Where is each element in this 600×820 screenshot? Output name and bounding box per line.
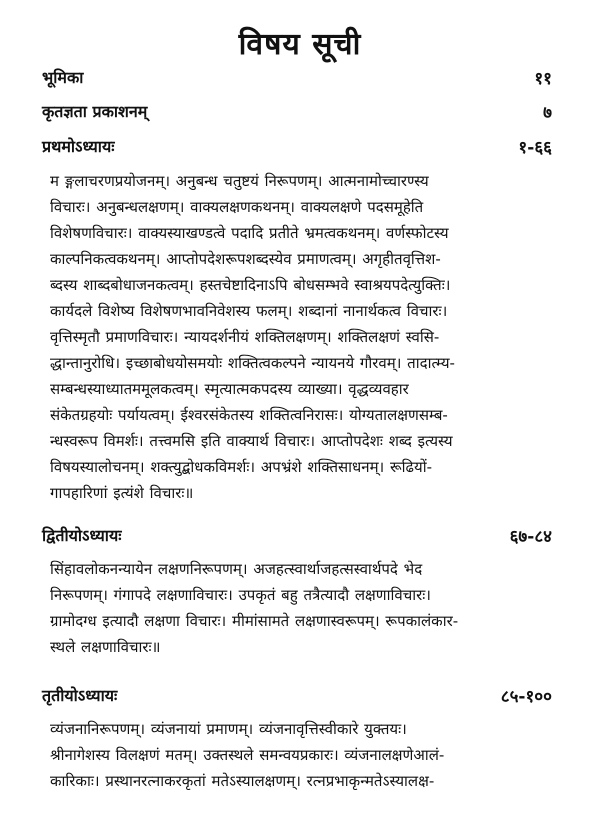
content-line: संकेतग्रहयोः पर्यायत्वम्। ईश्वरसंकेतस्य शक्तित्वनिरासः। योग्यतालक्षणसम्ब-: [50, 406, 448, 424]
content-line: स्थले लक्षणाविचारः॥: [50, 638, 161, 656]
content-line: द्धान्तानुरोधि। इच्छाबोधयोसमयोः शक्तित्वकल्पने न्यायनये गौरवम्। तादात्म्य-: [50, 354, 455, 372]
content-line: विषयस्यालोचनम्। शक्त्युद्बोधकविमर्शः। अपभ्रंशे शक्तिसाधनम्। रूढियों-: [50, 458, 432, 476]
content-line: न्धस्वरूप विमर्शः। तत्त्वमसि इति वाक्यार्थ विचारः। आप्तोपदेशः शब्द इत्यस्य: [50, 432, 453, 450]
content-line: विचारः। अनुबन्धलक्षणम्। वाक्यलक्षणकथनम्। वाक्यलक्षणे पदसमूहेति: [50, 198, 424, 216]
entry-label: प्रथमोऽध्यायः: [42, 137, 115, 156]
page-title: विषय सूची: [238, 27, 362, 62]
content-line: काल्पनिकत्वकथनम्। आप्तोपदेशरूपशब्दस्येव प्रमाणत्वम्। अगृहीतवृत्तिश-: [50, 250, 441, 268]
chapter-1-contents: [50, 168, 560, 506]
toc-entry-chapter-1: [42, 131, 558, 161]
content-line: कारिकाः। प्रस्थानरत्नाकरकृतां मतेऽस्यालक्षणम्। रत्नप्रभाकृन्मतेऽस्यालक्ष-: [50, 772, 435, 790]
content-line: निरूपणम्। गंगापदे लक्षणाविचारः। उपकृतं बहु तत्रैत्यादौ लक्षणाविचारः।: [50, 586, 431, 604]
content-line: सम्बन्धस्याध्यातममूलकत्वम्। स्मृत्यात्मकपदस्य व्याख्या। वृद्धव्यवहार: [50, 380, 409, 398]
content-line: श्रीनागेशस्य विलक्षणं मतम्। उक्तस्थले समन्वयप्रकारः। व्यंजनालक्षणेआलं-: [50, 746, 445, 764]
entry-label: भूमिका: [42, 68, 84, 87]
entry-pages: ७: [543, 102, 552, 123]
entry-pages: ८५-१००: [500, 686, 552, 707]
content-line: कार्यदले विशेष्य विशेषणभावनिवेशस्य फलम्। शब्दानां नानार्थकत्व विचारः।: [50, 302, 448, 320]
content-line: सिंहावलोकनन्यायेन लक्षणनिरूपणम्। अजहत्स्वार्थाजहत्सस्वार्थपदे भेद: [50, 560, 423, 578]
toc-entry-chapter-3: [42, 680, 558, 710]
entry-pages: ६७-८४: [509, 526, 552, 547]
content-line: ग्रामोदग्ध इत्यादौ लक्षणा विचारः। मीमांसामते लक्षणास्वरूपम्। रूपकालंकार-: [50, 612, 459, 630]
toc-entry-chapter-2: [42, 520, 558, 550]
entry-label: कृतज्ञता प्रकाशनम्: [42, 102, 148, 121]
toc-entry-bhumika: [42, 62, 558, 92]
content-line: ब्दस्य शाब्दबोधाजनकत्वम्। हस्तचेष्टादिनाऽपि बोधसम्भवे स्वाश्रयपदेत्युक्तिः।: [50, 276, 451, 294]
content-line: वृत्तिस्मृतौ प्रमाणविचारः। न्यायदर्शनीयं शक्तिलक्षणम्। शक्तिलक्षणं स्वसि-: [50, 328, 440, 346]
content-line: विशेषणविचारः। वाक्यस्याखण्डत्वे पदादि प्रतीते भ्रमत्वकथनम्। वर्णस्फोटस्य: [50, 224, 449, 242]
content-line: व्यंजनानिरूपणम्। व्यंजनायां प्रमाणम्। व्यंजनावृत्तिस्वीकारे युक्तयः।: [50, 720, 407, 738]
content-line: गापहारिणां इत्यंशे विचारः॥: [50, 484, 194, 502]
entry-label: तृतीयोऽध्यायः: [42, 686, 118, 705]
chapter-3-contents: [50, 716, 560, 794]
toc-entry-kritagyata: [42, 96, 558, 126]
content-line: म ङ्गलाचरणप्रयोजनम्। अनुबन्ध चतुष्टयं निरूपणम्। आत्मनामोच्चारण्स्य: [50, 172, 429, 190]
entry-label: द्वितीयोऽध्यायः: [42, 526, 122, 545]
entry-pages: ११: [534, 68, 552, 89]
entry-pages: १-६६: [518, 137, 552, 158]
chapter-2-contents: [50, 556, 560, 660]
